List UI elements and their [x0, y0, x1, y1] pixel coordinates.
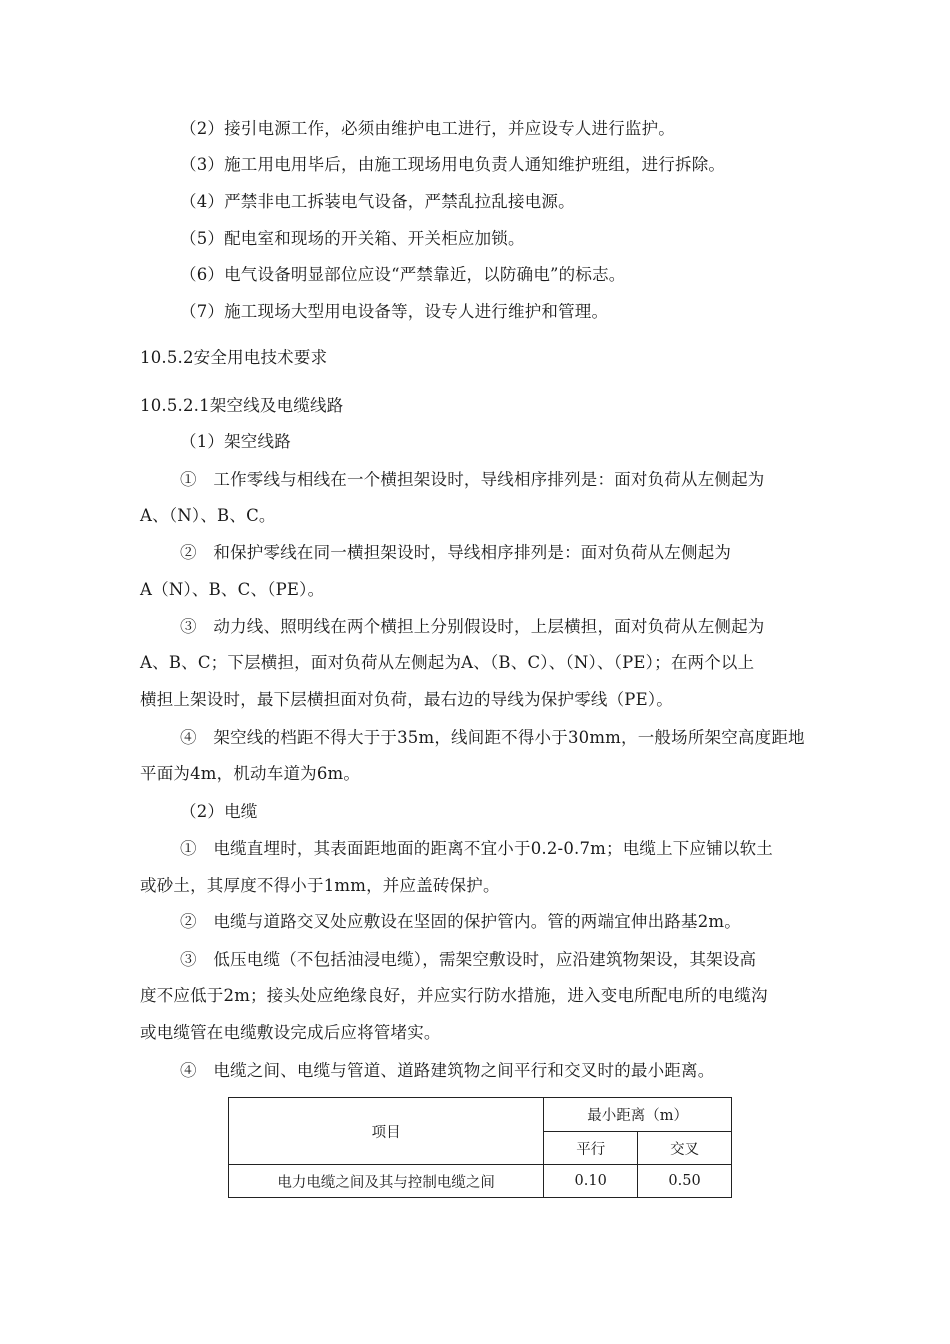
min-distance-table [228, 1097, 732, 1198]
item-heading: （1）架空线路 [180, 432, 291, 451]
paragraph: （6）电气设备明显部位应设“严禁靠近，以防确电”的标志。 [180, 265, 626, 284]
paragraph-continued: 或砂土，其厚度不得小于1mm，并应盖砖保护。 [140, 876, 500, 895]
paragraph: ② 和保护零线在同一横担架设时，导线相序排列是：面对负荷从左侧起为 [180, 543, 732, 562]
table-cell-parallel: 0.10 [544, 1165, 638, 1198]
paragraph: ① 电缆直埋时，其表面距地面的距离不宜小于0.2-0.7m；电缆上下应铺以软土 [180, 839, 774, 858]
paragraph: （2）接引电源工作，必须由维护电工进行，并应设专人进行监护。 [180, 119, 675, 138]
table-header-cross: 交叉 [638, 1132, 732, 1165]
paragraph: （3）施工用电用毕后，由施工现场用电负责人通知维护班组，进行拆除。 [180, 155, 726, 174]
paragraph: ④ 架空线的档距不得大于于35m，线间距不得小于30mm，一般场所架空高度距地 [180, 728, 805, 747]
table-cell-cross: 0.50 [638, 1165, 732, 1198]
paragraph: ② 电缆与道路交叉处应敷设在坚固的保护管内。管的两端宜伸出路基2m。 [180, 912, 741, 931]
paragraph: ③ 低压电缆（不包括油浸电缆），需架空敷设时，应沿建筑物架设，其架设高 [180, 950, 757, 969]
paragraph-continued: 度不应低于2m；接头处应绝缘良好，并应实行防水措施，进入变电所配电所的电缆沟 [140, 986, 768, 1005]
paragraph: （7）施工现场大型用电设备等，设专人进行维护和管理。 [180, 302, 609, 321]
paragraph: ④ 电缆之间、电缆与管道、道路建筑物之间平行和交叉时的最小距离。 [180, 1061, 715, 1080]
table-header-parallel: 平行 [544, 1132, 638, 1165]
section-heading: 10.5.2安全用电技术要求 [140, 348, 328, 367]
paragraph-continued: 横担上架设时，最下层横担面对负荷，最右边的导线为保护零线（PE）。 [140, 690, 673, 709]
paragraph: ① 工作零线与相线在一个横担架设时，导线相序排列是：面对负荷从左侧起为 [180, 470, 765, 489]
item-heading: （2）电缆 [180, 802, 258, 821]
table-row [229, 1165, 732, 1198]
paragraph: ③ 动力线、照明线在两个横担上分别假设时，上层横担，面对负荷从左侧起为 [180, 617, 765, 636]
paragraph: （5）配电室和现场的开关箱、开关柜应加锁。 [180, 229, 525, 248]
paragraph-continued: A、（N）、B、C。 [140, 506, 276, 525]
table-header-min-distance: 最小距离（m） [544, 1098, 732, 1132]
table-cell-item: 电力电缆之间及其与控制电缆之间 [229, 1165, 544, 1198]
paragraph-continued: 或电缆管在电缆敷设完成后应将管堵实。 [140, 1023, 441, 1042]
paragraph-continued: A（N）、B、C、（PE）。 [140, 580, 325, 599]
paragraph: （4）严禁非电工拆装电气设备，严禁乱拉乱接电源。 [180, 192, 575, 211]
paragraph-continued: 平面为4m，机动车道为6m。 [140, 764, 361, 783]
subsection-heading: 10.5.2.1架空线及电缆线路 [140, 396, 344, 415]
table-header-item: 项目 [229, 1098, 544, 1165]
paragraph-continued: A、B、C；下层横担，面对负荷从左侧起为A、（B、C）、（N）、（PE）；在两个以上 [140, 653, 755, 672]
